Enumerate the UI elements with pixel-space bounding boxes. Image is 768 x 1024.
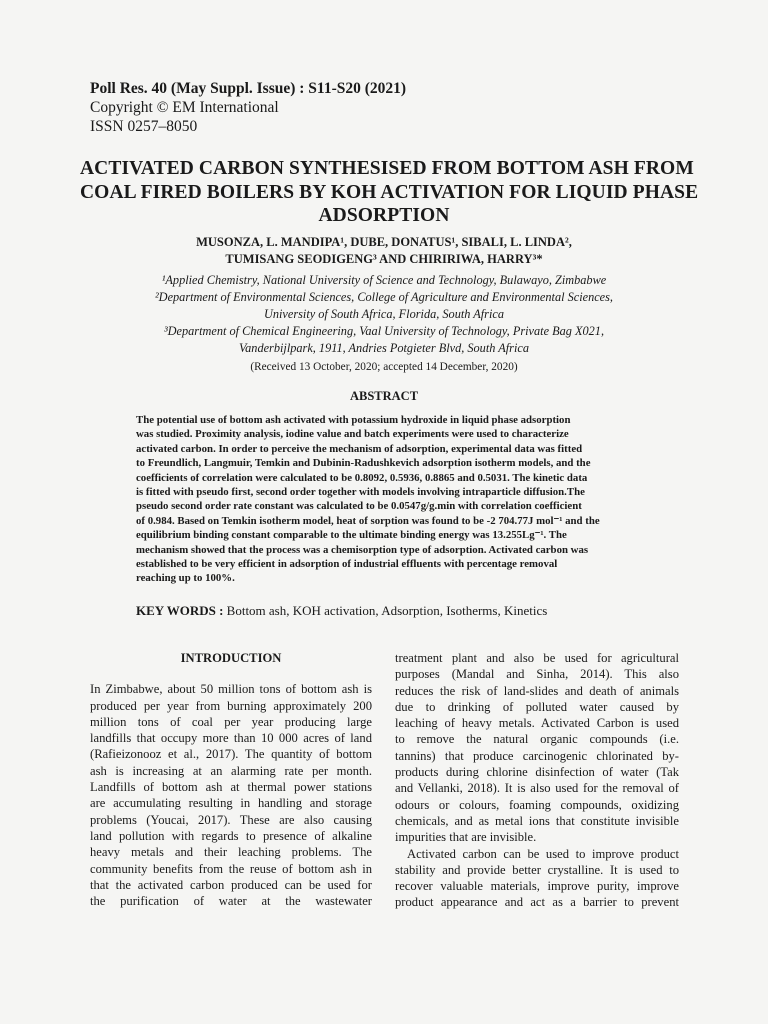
keywords-text: Bottom ash, KOH activation, Adsorption, Isotherms, Kinetics (226, 603, 548, 618)
keywords (136, 603, 547, 619)
abstract-heading: ABSTRACT (349, 389, 419, 403)
body-line: to remove the natural organic compounds (i.e. (395, 732, 679, 747)
body-line: produced per year from burning approximately 200 (90, 698, 372, 713)
body-line: problems (Youcai, 2017). These are also causing (90, 812, 372, 827)
body-line: heavy metals and their leaching problems. The (90, 845, 372, 860)
body-line: Activated carbon can be used to improve product (407, 846, 679, 861)
body-line: odours or colours, foaming compounds, oxidizing (395, 797, 679, 812)
title-line: COAL FIRED BOILERS BY KOH ACTIVATION FOR LIQUID PHASE (80, 181, 699, 203)
body-line: tannins) that produce carcinogenic chlorinated by- (395, 748, 679, 763)
body-line: landfills that occupy more than 10 000 acres of land (90, 731, 372, 746)
body-line: Landfills of bottom ash at thermal power stations (90, 780, 372, 795)
body-line: product appearance and act as a barrier to prevent (395, 895, 679, 910)
body-line: million tons of coal per year producing large (90, 714, 372, 729)
received-dates: (Received 13 October, 2020; accepted 14 December, 2020) (250, 361, 518, 373)
body-line: reduces the risk of land-slides and death of animals (395, 683, 679, 698)
body-line: and Vellanki, 2018). It is also used for the removal of (395, 781, 679, 796)
body-line: due to drinking of polluted water caused by (395, 699, 679, 714)
title-line: ADSORPTION (318, 205, 450, 226)
affiliation-line: ²Department of Environmental Sciences, College of Agriculture and Environmental Sciences, (155, 290, 613, 304)
abstract-line: equilibrium binding constant comparable to the ultimate binding energy was 13.255Lg⁻¹. The (136, 529, 567, 542)
introduction-heading: INTRODUCTION (180, 651, 282, 665)
abstract-line: of 0.984. Based on Temkin isotherm model, heat of sorption was found to be -2 704.77J mol⁻¹ and the (136, 514, 600, 527)
body-line: (Rafieizonooz et al., 2017). The quantity of bottom (90, 747, 372, 762)
abstract-line: established to be very efficient in adsorption of industrial effluents with percentage removal (136, 558, 558, 571)
copyright-line: Copyright © EM International (90, 99, 279, 116)
body-line: stability and provide better crystalline. It is used to (395, 862, 679, 877)
body-line: land pollution with regards to presence of alkaline (90, 828, 372, 843)
body-column-right (395, 650, 679, 911)
affiliation-line: Vanderbijlpark, 1911, Andries Potgieter Blvd, South Africa (239, 341, 529, 355)
body-line: impurities that are invisible. (395, 830, 537, 845)
body-line: products during chlorine disinfection of water (Tak (395, 765, 679, 780)
body-line: community benefits from the reuse of bottom ash in (90, 861, 372, 876)
keywords-label: KEY WORDS : (136, 603, 224, 618)
abstract-line: was studied. Proximity analysis, iodine value and batch experiments were used to characterize (136, 428, 569, 441)
affiliation-line: ³Department of Chemical Engineering, Vaal University of Technology, Private Bag X021, (163, 324, 605, 338)
body-line: leaching of heavy metals. Activated Carbon is used (395, 716, 679, 731)
journal-citation: Poll Res. 40 (May Suppl. Issue) : S11-S20 (2021) (90, 80, 407, 97)
abstract-line: to Freundlich, Langmuir, Temkin and Dubinin-Radushkevich adsorption isotherm models, and the (136, 457, 591, 470)
body-line: chemicals, and as metal ions that constitute invisible (395, 813, 679, 828)
body-line: the purification of water at the wastewater (90, 894, 372, 909)
abstract-line: mechanism showed that the process was a chemisorption type of adsorption. Activated carbon was (136, 543, 589, 556)
body-line: are accumulating resulting in handling and storage (90, 796, 372, 811)
affiliations (90, 272, 678, 357)
abstract-line: reaching up to 100%. (136, 572, 235, 585)
affiliation-line: University of South Africa, Florida, South Africa (263, 307, 504, 321)
abstract-line: pseudo second order rate constant was calculated to be 0.0547g/g.min with correlation coefficient (136, 500, 582, 513)
affiliation-line: ¹Applied Chemistry, National University of Science and Technology, Bulawayo, Zimbabwe (161, 273, 607, 287)
author-line: TUMISANG SEODIGENG³ AND CHIRIRIWA, HARRY³* (225, 252, 543, 266)
abstract-line: coefficients of correlation were calculated to be 0.8092, 0.5936, 0.8865 and 0.5031. The kinetic data (136, 471, 588, 484)
abstract-line: is fitted with pseudo first, second order together with models involving intraparticle diffusion.The (136, 486, 585, 499)
body-line: In Zimbabwe, about 50 million tons of bottom ash is (90, 682, 372, 697)
body-column-left (90, 650, 372, 909)
body-line: treatment plant and also be used for agricultural (395, 651, 679, 665)
author-list (90, 234, 678, 268)
issn-line: ISSN 0257–8050 (90, 118, 198, 135)
abstract-line: The potential use of bottom ash activated with potassium hydroxide in liquid phase adsorption (136, 414, 571, 426)
abstract-text (136, 413, 632, 586)
body-line: ash is increasing at an alarming rate per month. (90, 763, 372, 778)
abstract-line: activated carbon. In order to perceive the mechanism of adsorption, experimental data was fitted (136, 442, 583, 455)
title-line: ACTIVATED CARBON SYNTHESISED FROM BOTTOM ASH FROM (80, 158, 694, 179)
article-title (80, 157, 699, 228)
body-line: recover valuable materials, improve purity, improve (395, 879, 679, 894)
body-line: that the activated carbon produced can be used for (90, 877, 372, 892)
body-line: purposes (Mandal and Sinha, 2014). This also (395, 667, 679, 682)
author-line: MUSONZA, L. MANDIPA¹, DUBE, DONATUS¹, SIBALI, L. LINDA², (196, 235, 572, 249)
journal-header (90, 79, 406, 136)
